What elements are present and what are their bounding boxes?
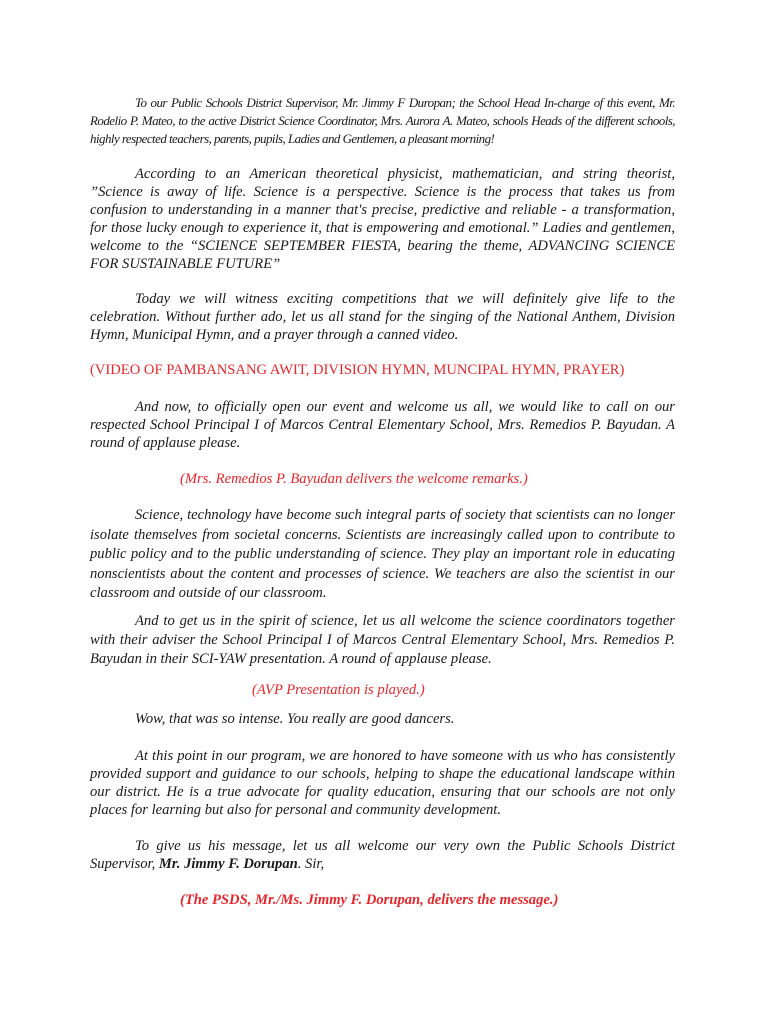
stage-direction-psds-message: (The PSDS, Mr./Ms. Jimmy F. Dorupan, delivers the message.) — [180, 892, 559, 908]
message-lead-text: To give us his message, let us all welcome our very own the Public Schools District Supervisor, — [90, 838, 675, 872]
paragraph-spirit — [90, 612, 675, 669]
honored-text: At this point in our program, we are honored to have someone with us who has consistently provided support and guidance to our schools, helping to shape the educational landscape within our district. He is a true advocate for quality education, ensuring that our schools are not only places for learning but also for personal and community development. — [90, 748, 675, 818]
paragraph-science — [90, 506, 675, 604]
stage-direction-welcome-remarks: (Mrs. Remedios P. Bayudan delivers the welcome remarks.) — [180, 471, 528, 487]
message-tail-text: . Sir, — [297, 856, 325, 872]
today-text: Today we will witness exciting competitions that we will definitely give life to the celebration. Without further ado, let us all stand for the singing of the National Anthem, Division Hymn, Municipal Hymn, and a prayer through a canned video. — [90, 291, 675, 343]
paragraph-open-event — [90, 398, 675, 452]
paragraph-today — [90, 290, 675, 344]
paragraph-message — [90, 837, 675, 873]
stage-direction-avp: (AVP Presentation is played.) — [252, 682, 425, 698]
psds-name: Mr. Jimmy F. Dorupan — [158, 856, 298, 872]
open-event-text: And now, to officially open our event and welcome us all, we would like to call on our respected School Principal I of Marcos Central Elementary School, Mrs. Remedios P. Bayudan. A round of applause please. — [90, 399, 675, 451]
science-text: Science, technology have become such integral parts of society that scientists can no longer isolate themselves from societal concerns. Scientists are increasingly called upon to contribute to public policy and to the public understanding of science. They play an important role in educating nonscientists about the content and processes of science. We teachers are also the scientist in our classroom and outside of our classroom. — [90, 507, 675, 601]
spirit-text: And to get us in the spirit of science, let us all welcome the science coordinators together with their adviser the School Principal I of Marcos Central Elementary School, Mrs. Remedios P. Bayudan in their SCI-YAW presentation. A round of applause please. — [90, 613, 675, 667]
paragraph-quote — [90, 165, 675, 273]
paragraph-honored — [90, 747, 675, 819]
quote-text: According to an American theoretical physicist, mathematician, and string theorist, ”Science is away of life. Science is a perspective. Science is the process that takes us from confusion to understanding in a manner that's precise, predictive and reliable - a transformation, for those lucky enough to experience it, that is empowering and emotional.” Ladies and gentlemen, welcome to the “SCIENCE SEPTEMBER FIESTA, bearing the theme, ADVANCING SCIENCE FOR SUSTAINABLE FUTURE” — [90, 166, 675, 272]
wow-text: Wow, that was so intense. You really are good dancers. — [135, 711, 455, 727]
paragraph-greeting — [90, 94, 675, 148]
greeting-text: To our Public Schools District Supervisor, Mr. Jimmy F Duropan; the School Head In-charge of this event, Mr. Rodelio P. Mateo, to the active District Science Coordinator, Mrs. Aurora A. Mateo, schools Heads of the different schools, highly respected teachers, parents, pupils, Ladies and Gentlemen, a pleasant morning! — [90, 95, 675, 146]
stage-direction-video: (VIDEO OF PAMBANSANG AWIT, DIVISION HYMN, MUNCIPAL HYMN, PRAYER) — [90, 362, 625, 378]
paragraph-wow — [90, 710, 675, 728]
